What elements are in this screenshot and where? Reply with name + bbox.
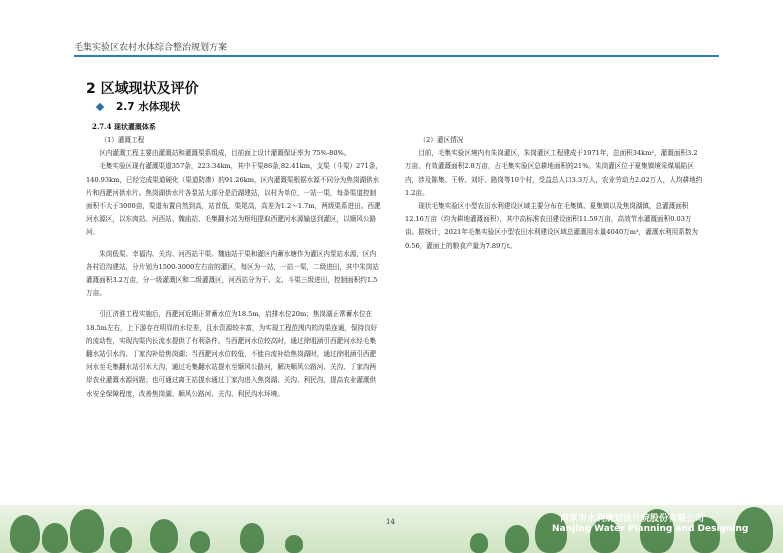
company-name-cn: 南京市水利规划设计院股份有限公司 — [560, 514, 705, 524]
tree-silhouette-icon — [240, 523, 264, 553]
tree-silhouette-icon — [10, 515, 40, 553]
company-name-en: Nanjing Water Planning and Designing — [552, 524, 749, 534]
tree-silhouette-icon — [70, 509, 104, 553]
body-paragraph: 区内灌溉工程主要由灌溉站和灌溉渠系组成，目前面上设计灌溉保证率为 75%-80%。 — [99, 149, 351, 158]
body-paragraph: 目前，毛集实验区境内有朱岗灌区，朱岗灌区工程建成于1971年，总面积34km²，灌溉面积3.2万亩，有效灌溉面积2.8万亩，占毛集实验区总耕地面积的21%。朱岗灌区位于夏集镇境采煤塌陷区内，涉及陈集、王桥、刘圩、路岗等10个村，受益总人口3.3万人，农业劳动力2.02万人，人均耕地约1.2亩。 — [405, 149, 703, 197]
subsubsection-title: 2.7.4 现状灌溉体系 — [92, 122, 156, 131]
body-paragraph: 毛集实验区现有灌溉渠道357条，223.34km，其中干渠86条,82.41km，支渠（斗渠）271条，140.93km，已经完成渠道硬化（渠道防渗）的91.26km，区内灌溉渠根据水源不同分为焦岗湖供水片和西淝河供水片。焦岗湖供水片各泵站大部分是沿湖建站，以村为单位，一站一渠，每条渠道控制面积不大于3000亩，渠道布置自然到高，站首低，渠尾高，高差为1.2～1.7m，两级渠系进田。西淝河水源区，以东肉站、河西站、魏庙站、毛集翻水站为枢纽提取西淝河水源输送到灌区，以顺风公路河、 — [86, 162, 382, 237]
page-number: 14 — [386, 518, 395, 526]
subsection-title: 2.7 水体现状 — [116, 101, 181, 113]
left-text-column — [86, 134, 382, 401]
tree-silhouette-icon — [505, 525, 529, 553]
numbered-heading: （1）灌溉工程 — [100, 136, 145, 144]
body-paragraph: 现状毛集实验区小型农田水利建设区域主要分布在毛集镇、夏集镇以及焦岗湖镇，总灌溉面积12.16万亩（均为耕地灌溉面积），其中高标准农田建设面积11.59万亩，高效节水灌溉面积0.03万亩。据统计，2021年毛集实验区小型农田水利建设区域总灌溉用水量4040万m³，灌溉水利用系数为0.56，灌面上的粮食产量为7.89万t。 — [405, 202, 699, 250]
right-text-column — [405, 134, 703, 253]
tree-silhouette-icon — [150, 519, 178, 553]
header-divider — [74, 55, 719, 57]
numbered-heading: （2）灌区情况 — [419, 136, 464, 144]
body-paragraph: 引江济淮工程实施后，西淝河近期正常蓄水位为18.5m，启排水位20m；焦岗湖正常蓄水位在18.5m左右，上下游存在明显的水位差，且水资源较丰富，为实现工程范围内的沟渠连通，保持良好的流动性，实现沟渠内长流水提供了有利条件。当西淝河水位较高时，通过徐咀涵引西淝河水经毛集翻水站引水沟、丁家沟补给焦岗湖；当西淝河水位较低，不能自流补给焦岗湖时，通过徐咀涵引西淝河水至毛集翻水站引水大沟，通过毛集翻水站提水至顺风公路河，解决顺风公路河、关沟、丁家沟两岸农业灌溉水源问题；也可通过离王站提水通过丁家沟进入焦岗湖、关沟、利民沟，提高农业灌溉供水安全保障程度，改善焦岗湖、顺风公路河、关沟、利民沟水环境。 — [86, 310, 378, 398]
diamond-bullet-icon — [96, 103, 104, 111]
tree-silhouette-icon — [285, 535, 303, 553]
tree-silhouette-icon — [190, 531, 210, 553]
tree-silhouette-icon — [42, 523, 68, 553]
body-paragraph: 朱岗低渠、幸福沟、关沟、河西站干渠、魏庙站干渠和灌区内蓄水塘作为灌区内泵站水源，区内各村沿沟建站，分片划为1500-3000左右亩的灌区，每区为一站，一站一渠，二级进田，其中朱岗站灌溉面积3.2万亩，分一级灌溉区和二级灌溉区，河西站分为干、支、斗渠三级进田，控制面积约1.5万亩。 — [86, 249, 379, 298]
tree-silhouette-icon — [110, 527, 132, 553]
section-title: 2 区域现状及评价 — [86, 81, 199, 97]
tree-silhouette-icon — [470, 533, 488, 553]
document-header-title: 毛集实验区农村水体综合整治规划方案 — [74, 43, 228, 53]
